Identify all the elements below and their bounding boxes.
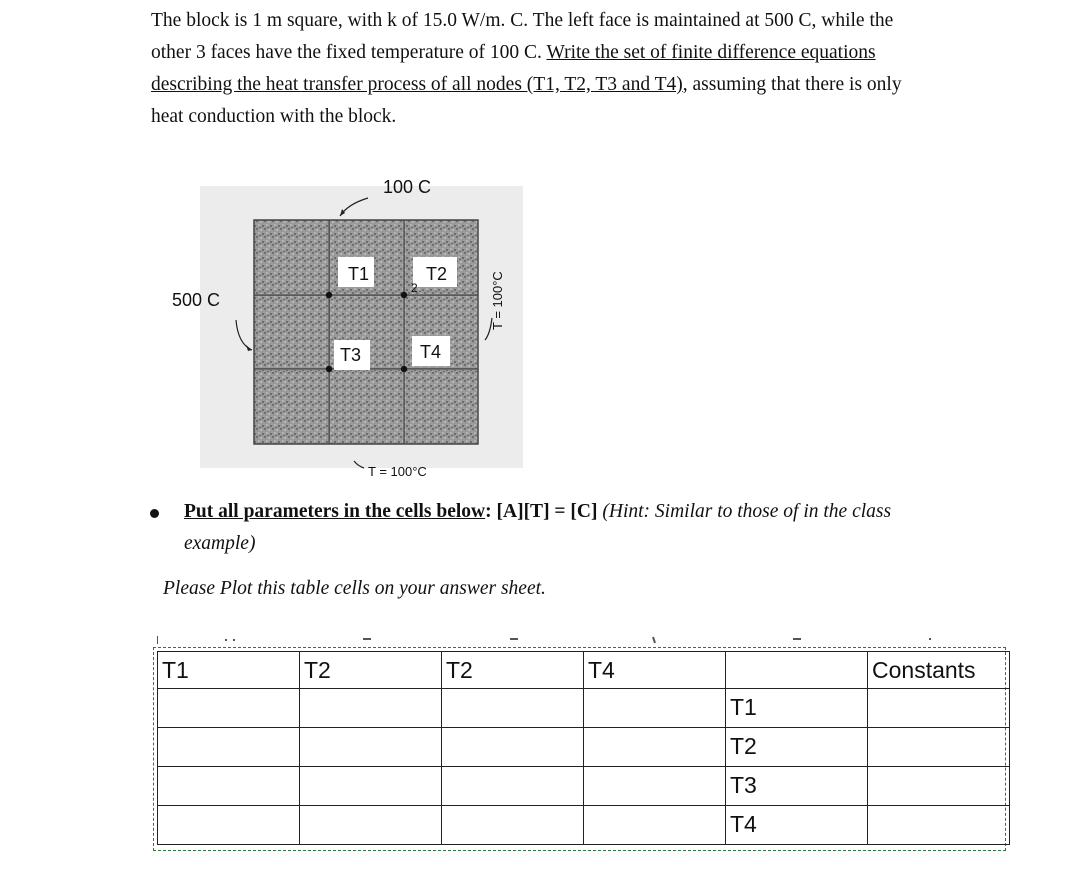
block-diagram-svg (150, 168, 530, 488)
answer-table (157, 651, 1010, 845)
node-dot-1 (326, 292, 332, 298)
table-row (158, 689, 1010, 728)
header-cell-t2: T2 (300, 652, 442, 689)
row-label-t2: T2 (726, 728, 868, 767)
top-boundary-label: 100 C (383, 177, 432, 197)
node-label-t3: T3 (340, 345, 362, 365)
bullet-equation: : [A][T] = [C] (485, 501, 598, 522)
problem-text-part2: , assuming that there is only heat conduction with the block. (151, 74, 902, 127)
bottom-boundary-label: T = 100°C (368, 464, 427, 479)
header-cell-blank (726, 652, 868, 689)
node-dot-3 (326, 366, 332, 372)
node-label-t1: T1 (348, 264, 370, 284)
row-label-t1: T1 (726, 689, 868, 728)
grid-cells (254, 220, 478, 444)
left-boundary-label: 500 C (172, 290, 221, 310)
right-boundary-label: T = 100°C (490, 271, 505, 330)
table-row (158, 767, 1010, 806)
row-label-t4: T4 (726, 806, 868, 845)
bullet-point (150, 509, 159, 518)
table-header-row (158, 652, 1010, 689)
node-dot-4 (401, 366, 407, 372)
plot-instruction: Please Plot this table cells on your answer sheet. (163, 578, 546, 599)
row-label-t3: T3 (726, 767, 868, 806)
bullet-instruction (184, 496, 944, 560)
table-row (158, 728, 1010, 767)
header-cell-t1: T1 (158, 652, 300, 689)
block-diagram (150, 168, 530, 488)
node-dot-2 (401, 292, 407, 298)
header-cell-t2b: T2 (442, 652, 584, 689)
problem-statement (151, 5, 931, 133)
problem-text-part1: The block is 1 m square, with k of 15.0 W/m. C. The left face is maintained at 500 C, while the other 3 faces have the fixed temperature of 100 C. (151, 10, 894, 63)
header-cell-constants: Constants (868, 652, 1010, 689)
table-row (158, 806, 1010, 845)
header-cell-t4: T4 (584, 652, 726, 689)
table-top-marks (157, 630, 1002, 644)
bullet-underlined-text: Put all parameters in the cells below (184, 501, 486, 522)
node-small-mark: 2 (411, 281, 418, 295)
node-label-t2: T2 (426, 264, 448, 284)
bullet-hint: (Hint: Similar to those of in the class example) (184, 501, 892, 554)
problem-task-underlined: Write the set of finite difference equations describing the heat transfer process of all nodes (T1, T2, T3 and T4) (151, 42, 876, 95)
node-label-t4: T4 (420, 342, 442, 362)
